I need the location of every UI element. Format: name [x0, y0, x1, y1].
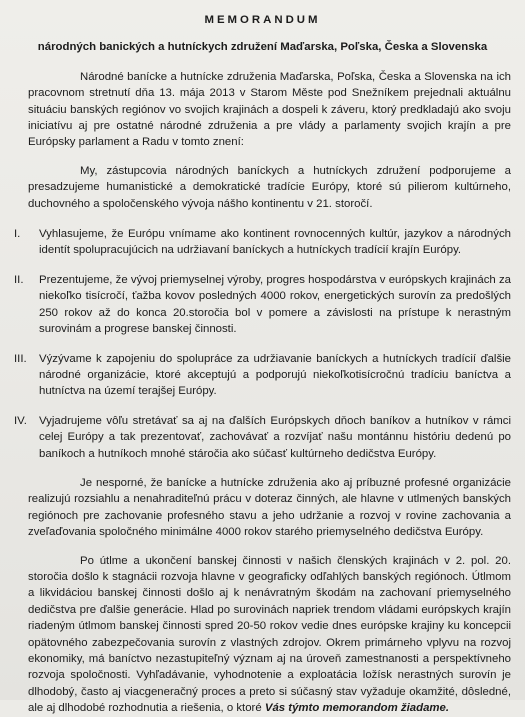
document-subtitle: národných banických a hutníckych združení Maďarska, Poľska, Česka a Slovenska	[37, 41, 488, 54]
list-item	[14, 351, 511, 400]
closing-bold-phrase: Vás týmto memorandom žiadame.	[264, 702, 450, 715]
body-paragraph-1: Je nesporné, že banícke a hutnícke združenia ako aj príbuzné profesné organizácie realizujú rozsiahlu a nenahraditeľnú prácu v doteraz činných, ale hlavne v utlmených banských regiónoch pre zachovanie profesného stavu a jeho udržanie a rozvoj v rovine zachovania a zveľaďovania spoločného minimálne 4000 rokov starého priemyselného dedičstva Európy.	[28, 476, 511, 539]
list-item	[14, 226, 511, 259]
list-item-number: III.	[14, 352, 27, 365]
list-item-text: Výzývame k zapojeniu do spolupráce za udržiavanie baníckych a hutníckych tradícií ďalšie národné organizácie, ktoré akceptujú a podporujú niekoľkotisícročnú tradíciu baníctva a hutníctva na území terajšej Európy.	[39, 352, 511, 398]
list-item-text: Vyjadrujeme vôľu stretávať sa aj na ďalších Európskych dňoch baníkov a hutníkov v rámci celej Európy a tak prezentovať, zachovávať a rozvíjať našu montánnu históriu dedenú po baníkoch a hutníkoch mnohé stáročia ako súčasť kultúrneho dedičstva Európy.	[39, 414, 511, 460]
intro-paragraph: Národné banícke a hutnícke združenia Maďarska, Poľska, Česka a Slovenska na ich pracovnom stretnutí dňa 13. mája 2013 v Starom Měste pod Snežníkem prejednali aktuálnu situáciu banských regiónov vo svojich krajinách a dospeli k záveru, ktorý predkladajú ako svoju iniciatívu aj pre ostatné národné združenia a pre vlády a parlamenty svojich krajín a pre Európsky parlament a Radu v tomto znení:	[28, 70, 511, 149]
list-item-text: Vyhlasujeme, že Európu vnímame ako kontinent rovnocenných kultúr, jazykov a národných identít spolupracujúcich na udržiavaní baníckych a hutníckych tradícií krajín Európy.	[39, 228, 511, 257]
statement-paragraph: My, zástupcovia národných baníckych a hutníckych združení podporujeme a presadzujeme humanistické a demokratické tradície Európy, ktoré sú pilierom kultúrneho, duchovného a spoločenského vývoja nášho kontinentu v 21. storočí.	[28, 164, 511, 210]
list-item-number: I.	[14, 228, 21, 241]
body-paragraph-2	[14, 553, 511, 717]
body-paragraph-2-text: Po útlme a ukončení banskej činnosti v našich členských krajinách v 2. pol. 20. storočia došlo k stagnácii rozvoja hlavne v geograficky odľahlých banských regiónoch. Útlmom a likvidáciou banskej činnosti došlo aj k nenávratným škodám na zachovaní priemyselného dedičstva pre ďalšie generácie. Hlad po surovinách napriek trendom vládami európskych krajín riadeným útlmom banskej činnosti spred 20-50 rokov vedie dnes európske krajiny ku koncepcii opätovného zabezpečovania surovín z vlastných zdrojov. Okrem primárneho vplyvu na rozvoj ekonomiky, má baníctvo nezastupiteľný význam aj na úroveň zamestnanosti a perspektívneho rozvoja spoločnosti. Vyhľadávanie, vyhodnotenie a exploatácia ložísk nerastných surovín je dlhodobý, často aj viacgeneračný proces a preto si súčasný stav vyžaduje okamžité, dôsledné, ale aj dlhodobé rozhodnutia a riešenia, o ktoré	[28, 554, 511, 715]
list-item-text: Prezentujeme, že vývoj priemyselnej výroby, progres hospodárstva v európskych krajinách za niekoľko tisícročí, ťažba kovov posledných 4000 rokov, energetických surovín za predošlých 250 rokov až do konca 20.storočia bol v pomere a závislosti na prístupe k nerastným surovinám a progrese banskej činnosti.	[39, 273, 511, 336]
list-item	[14, 413, 511, 462]
document-title: MEMORANDUM	[204, 14, 321, 26]
list-item-number: IV.	[14, 414, 27, 427]
list-item	[14, 272, 511, 338]
list-item-number: II.	[14, 273, 24, 286]
